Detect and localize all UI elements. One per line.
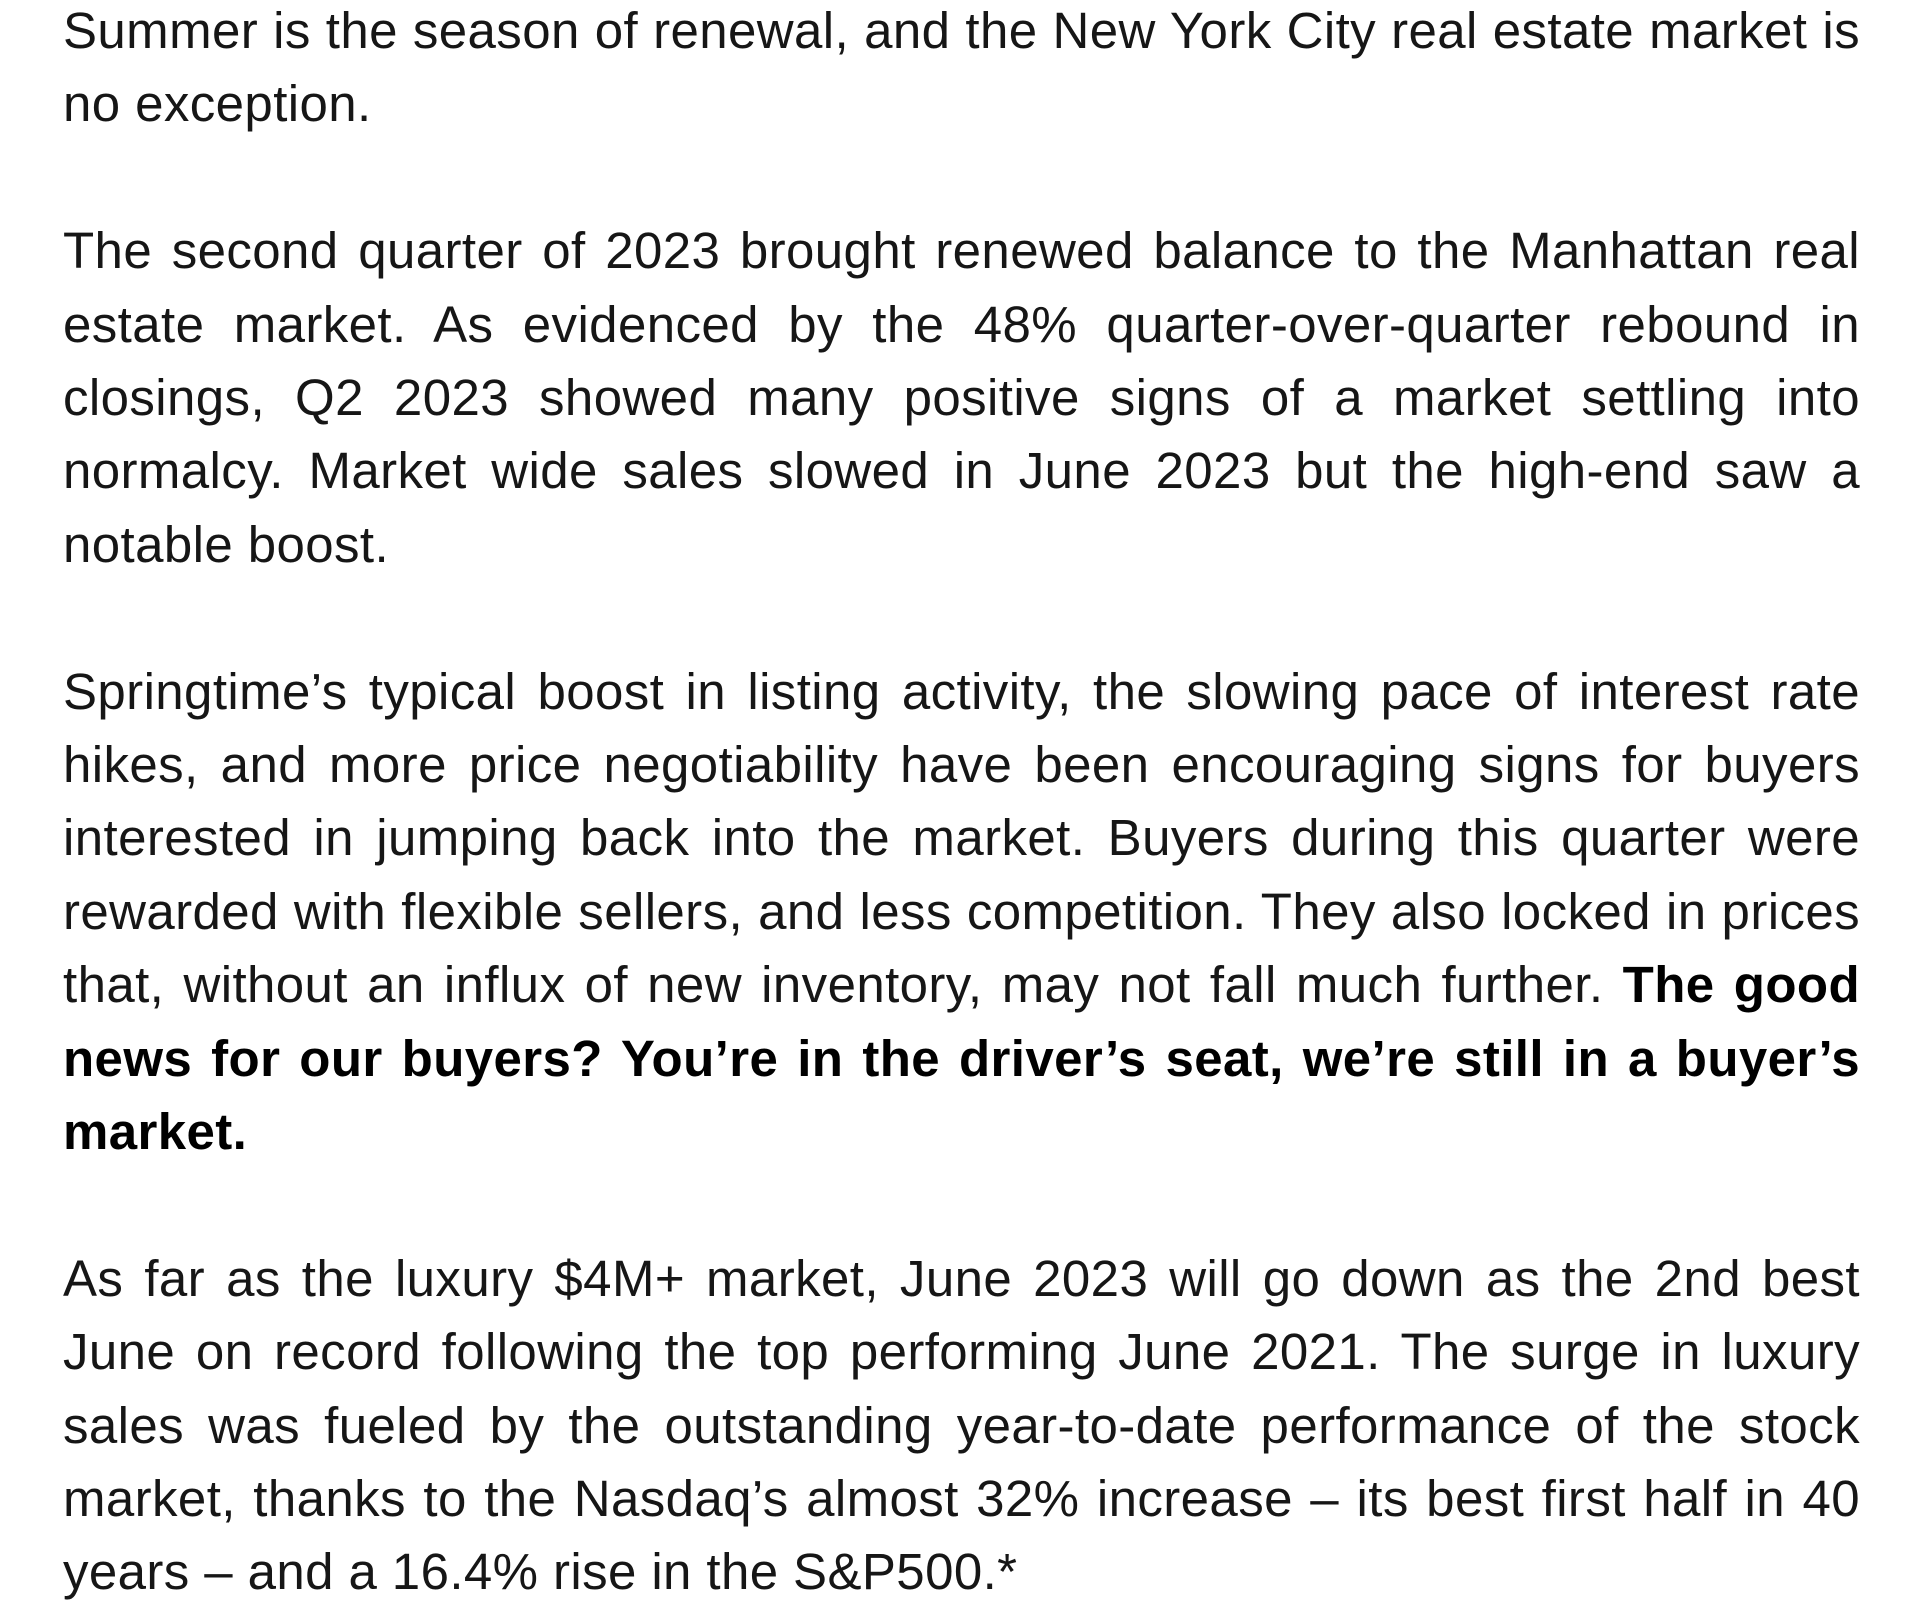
paragraph-q2-overview bbox=[63, 214, 1860, 581]
paragraph-luxury-market bbox=[63, 1242, 1860, 1609]
paragraph-text: Summer is the season of renewal, and the New York City real estate market is no exception. bbox=[63, 2, 1860, 133]
paragraph-text: Springtime’s typical boost in listing activity, the slowing pace of interest rate hikes, and more price negotiability have been encouraging signs for buyers interested in jumping back into the market. Buyers during this quarter were rewarded with flexible sellers, and less competition. They also locked in prices that, without an influx of new inventory, may not fall much further. bbox=[63, 662, 1860, 1014]
paragraph-text: As far as the luxury $4M+ market, June 2023 will go down as the 2nd best June on record following the top performing June 2021. The surge in luxury sales was fueled by the outstanding year-to-date performance of the stock market, thanks to the Nasdaq’s almost 32% increase – its best first half in 40 years – and a 16.4% rise in the S&P500.* bbox=[63, 1249, 1860, 1601]
bold-highlight: The good news for our buyers? You’re in the driver’s seat, we’re still in a buyer’s market. bbox=[63, 956, 1860, 1161]
paragraph-text: The second quarter of 2023 brought renewed balance to the Manhattan real estate market. As evidenced by the 48% quarter-over-quarter rebound in closings, Q2 2023 showed many positive signs of a market settling into normalcy. Market wide sales slowed in June 2023 but the high-end saw a notable boost. bbox=[63, 222, 1860, 573]
article-body bbox=[63, 0, 1860, 1609]
paragraph-intro bbox=[63, 0, 1860, 141]
paragraph-buyers-market bbox=[63, 655, 1860, 1169]
